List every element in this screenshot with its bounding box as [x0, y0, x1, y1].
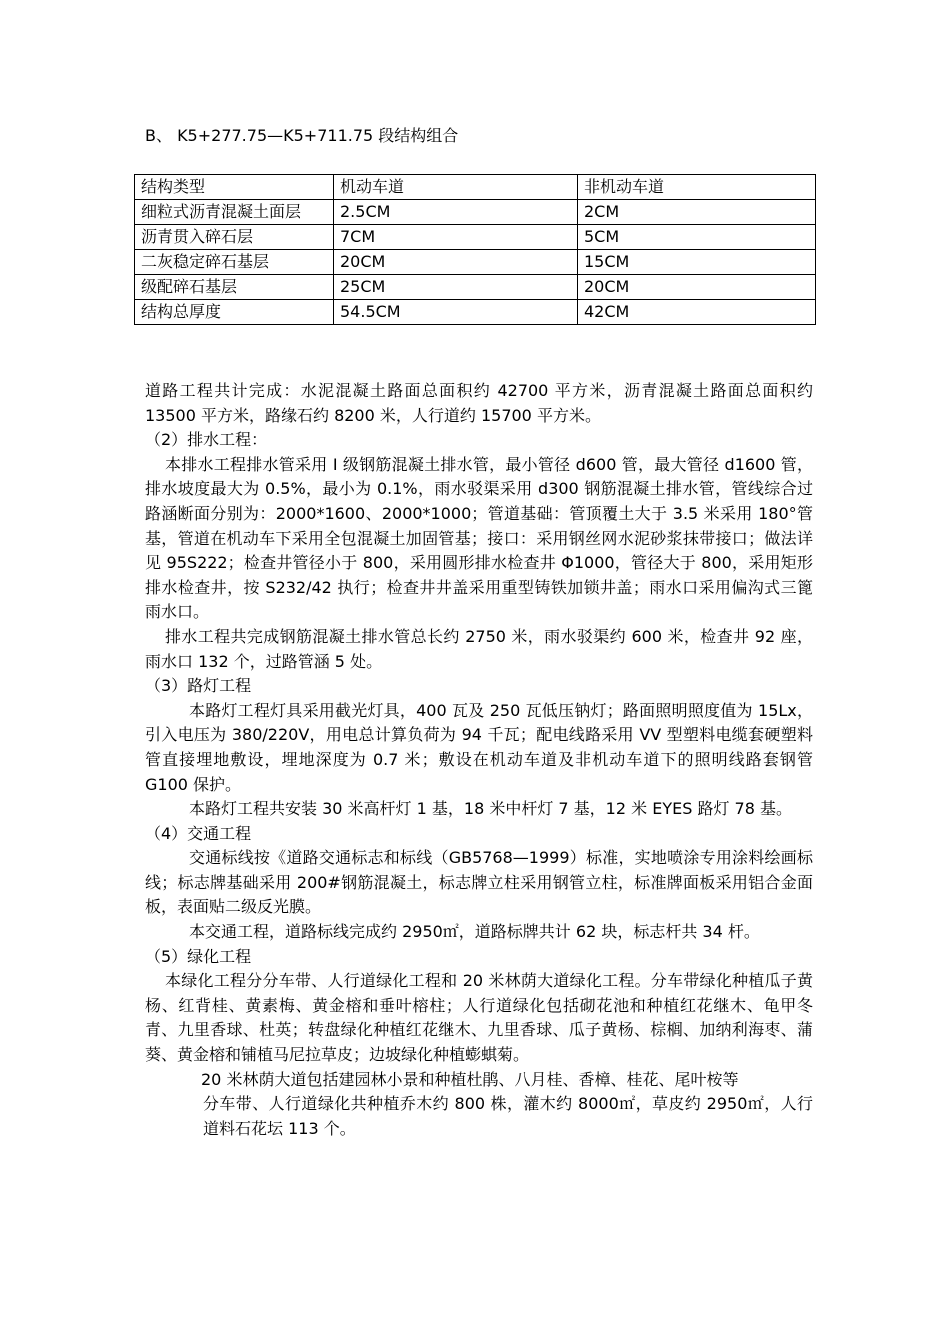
table-cell: 42CM	[578, 300, 816, 325]
table-cell: 结构总厚度	[135, 300, 334, 325]
table-cell: 2.5CM	[334, 200, 578, 225]
table-cell: 2CM	[578, 200, 816, 225]
table-header-row	[135, 175, 816, 200]
table-row	[135, 275, 816, 300]
traffic-summary-paragraph: 本交通工程，道路标线完成约 2950㎡，道路标牌共计 62 块，标志杆共 34 杆。	[189, 922, 760, 942]
table-cell: 20CM	[578, 275, 816, 300]
traffic-heading: （4）交通工程	[145, 823, 252, 843]
table-row	[135, 225, 816, 250]
table-cell: 5CM	[578, 225, 816, 250]
table-cell: 25CM	[334, 275, 578, 300]
avenue-paragraph: 20 米林荫大道包括建园林小景和种植杜鹃、八月桂、香樟、桂花、尾叶桉等	[201, 1069, 739, 1089]
table-cell: 二灰稳定碎石基层	[135, 250, 334, 275]
road-summary-paragraph: 道路工程共计完成：水泥混凝土路面总面积约 42700 平方米，沥青混凝土路面总面积约 13500 平方米，路缘石约 8200 米，人行道约 15700 平方米。	[145, 381, 813, 425]
table-cell: 20CM	[334, 250, 578, 275]
body-text	[145, 379, 813, 1141]
table-cell: 级配碎石基层	[135, 275, 334, 300]
table-cell: 54.5CM	[334, 300, 578, 325]
table-cell: 15CM	[578, 250, 816, 275]
table-row	[135, 200, 816, 225]
section-heading: B、 K5+277.75—K5+711.75 段结构组合	[145, 126, 459, 145]
lighting-paragraph: 本路灯工程灯具采用截光灯具，400 瓦及 250 瓦低压钠灯；路面照明照度值为 15Lx，引入电压为 380/220V，用电总计算负荷为 94 千瓦；配电线路采用 VV 型塑料电缆套硬塑料管直接埋地敷设，埋地深度为 0.7 米；敷设在机动车道及非机动车道下的照明线路套钢管 G100 保护。	[145, 700, 813, 794]
table-header-cell: 结构类型	[135, 175, 334, 200]
greening-paragraph: 本绿化工程分分车带、人行道绿化工程和 20 米林荫大道绿化工程。分车带绿化种植瓜子黄杨、红背桂、黄素梅、黄金榕和垂叶榕柱；人行道绿化包括砌花池和种植红花继木、龟甲冬青、九里香球、杜英；转盘绿化种植红花继木、九里香球、瓜子黄杨、棕榈、加纳利海枣、蒲葵、黄金榕和铺植马尼拉草皮；边坡绿化种植蟛蜞菊。	[145, 971, 813, 1065]
table-row	[135, 250, 816, 275]
greening-heading: （5）绿化工程	[145, 946, 252, 966]
table-row	[135, 300, 816, 325]
greening-summary-paragraph: 分车带、人行道绿化共种植乔木约 800 株，灌木约 8000㎡，草皮约 2950㎡，人行道料石花坛 113 个。	[203, 1094, 813, 1138]
lighting-summary-paragraph: 本路灯工程共安装 30 米高杆灯 1 基，18 米中杆灯 7 基，12 米 EYES 路灯 78 基。	[189, 799, 792, 819]
lighting-heading: （3）路灯工程	[145, 676, 252, 696]
traffic-paragraph: 交通标线按《道路交通标志和标线（GB5768—1999）标准，实地喷涂专用涂料绘画标线；标志牌基础采用 200#钢筋混凝土，标志牌立柱采用钢管立柱，标准牌面板采用铝合金面板，表面贴二级反光膜。	[145, 848, 813, 917]
table-header-cell: 机动车道	[334, 175, 578, 200]
drainage-paragraph: 本排水工程排水管采用 I 级钢筋混凝土排水管，最小管径 d600 管，最大管径 d1600 管，排水坡度最大为 0.5%，最小为 0.1%，雨水驳渠采用 d300 钢筋混凝土排水管，管线综合过路涵断面分别为：2000*1600、2000*1000；管道基础：管顶覆土大于 3.5 米采用 180°管基，管道在机动车下采用全包混凝土加固管基；接口：采用钢丝网水泥砂浆抹带接口；做法详见 95S222；检查井管径小于 800，采用圆形排水检查井 Φ1000，管径大于 800，采用矩形排水检查井，按 S232/42 执行；检查井井盖采用重型铸铁加锁井盖；雨水口采用偏沟式三篦雨水口。	[145, 454, 813, 622]
drainage-summary-paragraph: 排水工程共完成钢筋混凝土排水管总长约 2750 米，雨水驳渠约 600 米，检查井 92 座，雨水口 132 个，过路管涵 5 处。	[145, 626, 813, 671]
drainage-heading: （2）排水工程：	[145, 430, 268, 450]
structure-table	[134, 174, 816, 325]
table-cell: 沥青贯入碎石层	[135, 225, 334, 250]
table-header-cell: 非机动车道	[578, 175, 816, 200]
table-cell: 细粒式沥青混凝土面层	[135, 200, 334, 225]
table-cell: 7CM	[334, 225, 578, 250]
